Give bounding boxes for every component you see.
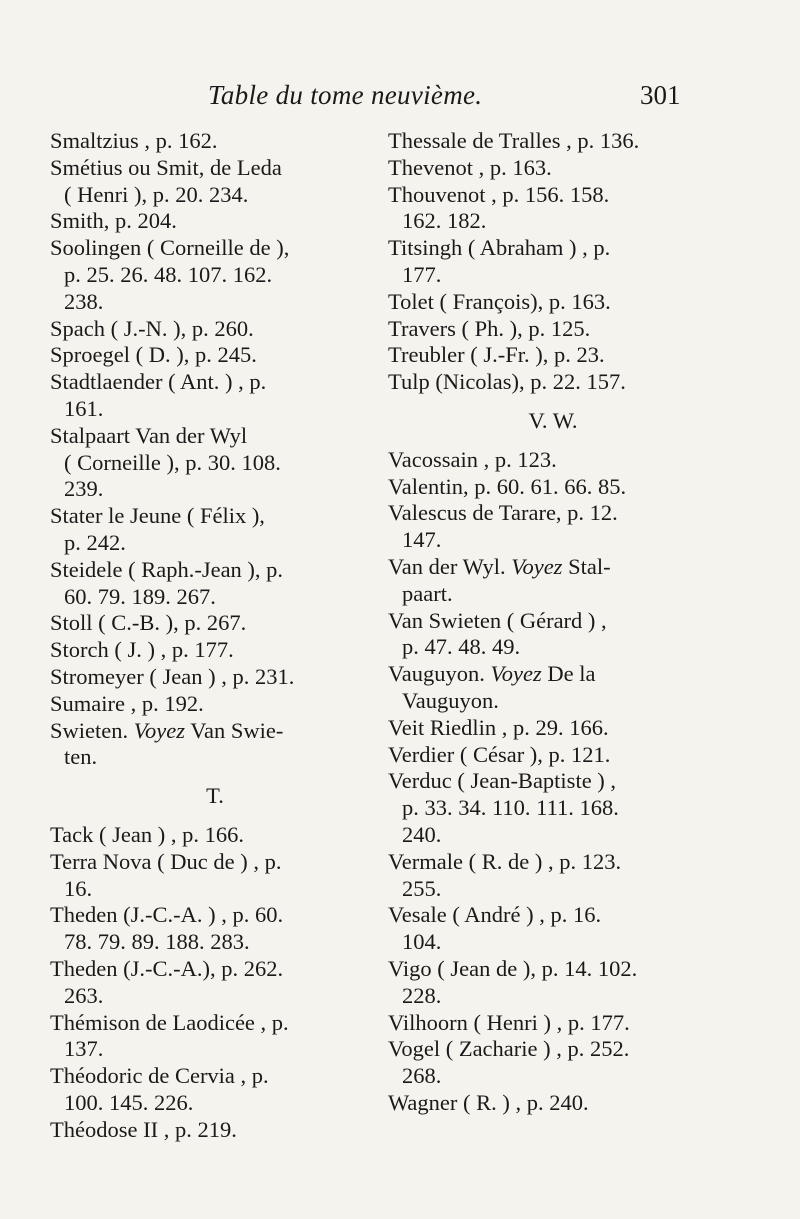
index-entry-line: 100. 145. 226. xyxy=(64,1089,194,1115)
section-heading: V. W. xyxy=(528,407,578,433)
index-entry-line: Smétius ou Smit, de Leda xyxy=(50,154,282,180)
index-entry-line: p. 47. 48. 49. xyxy=(402,634,521,660)
index-entry-line: Thessale de Tralles , p. 136. xyxy=(388,128,640,153)
index-column-left xyxy=(50,128,380,1143)
index-entry-line: 228. xyxy=(402,982,442,1008)
index-entry-line: Thevenot , p. 163. xyxy=(388,154,552,180)
page-number: 301 xyxy=(640,80,681,110)
index-entry-line: Vauguyon. xyxy=(402,687,499,713)
index-entry-line: Theden (J.-C.-A. ) , p. 60. xyxy=(50,902,284,928)
index-entry-line: Stater le Jeune ( Félix ), xyxy=(50,503,265,529)
index-entry-line: Vilhoorn ( Henri ) , p. 177. xyxy=(388,1009,630,1035)
index-entry-line: 240. xyxy=(402,821,442,847)
index-entry-line: 239. xyxy=(64,476,104,502)
index-entry-line: Théodose II , p. 219. xyxy=(50,1116,237,1142)
section-spacer xyxy=(50,771,380,783)
index-entry-line: Stromeyer ( Jean ) , p. 231. xyxy=(50,663,295,689)
index-entry-line: 147. xyxy=(402,527,442,553)
index-entry-line: Titsingh ( Abraham ) , p. xyxy=(388,235,611,261)
index-entry-line: Stadtlaender ( Ant. ) , p. xyxy=(50,369,267,395)
index-entry-line: Vauguyon. Voyez De la xyxy=(388,661,596,687)
index-entry-line: Tulp (Nicolas), p. 22. 157. xyxy=(388,369,626,395)
index-entry-line: 268. xyxy=(402,1063,442,1089)
index-entry-line: Vacossain , p. 123. xyxy=(388,446,557,472)
index-entry-line: ( Corneille ), p. 30. 108. xyxy=(64,449,281,475)
section-spacer xyxy=(50,810,380,822)
index-entry-line: Smith, p. 204. xyxy=(50,208,177,234)
index-entry-line: Treubler ( J.-Fr. ), p. 23. xyxy=(388,342,605,368)
index-entry-line: Vermale ( R. de ) , p. 123. xyxy=(388,848,622,874)
index-entry-line: Valentin, p. 60. 61. 66. 85. xyxy=(388,473,627,499)
index-entry-line: Tack ( Jean ) , p. 166. xyxy=(50,821,244,847)
index-entry-line: Thouvenot , p. 156. 158. xyxy=(388,181,610,207)
section-heading: T. xyxy=(206,783,224,809)
index-entry-line: Sproegel ( D. ), p. 245. xyxy=(50,342,257,368)
index-entry-line: Verdier ( César ), p. 121. xyxy=(388,741,611,767)
index-entry-line: p. 25. 26. 48. 107. 162. xyxy=(64,261,273,287)
index-entry-line: Verduc ( Jean-Baptiste ) , xyxy=(388,768,617,794)
index-entry-line: 60. 79. 189. 267. xyxy=(64,583,216,609)
index-entry-line: paart. xyxy=(402,580,453,606)
index-entry-line: Wagner ( R. ) , p. 240. xyxy=(388,1089,589,1115)
index-entry-line: Van Swieten ( Gérard ) , xyxy=(388,607,607,633)
index-entry-line: Sumaire , p. 192. xyxy=(50,690,204,716)
index-entry-line: 137. xyxy=(64,1036,104,1062)
index-entry-line: p. 242. xyxy=(64,529,126,555)
index-entry-line: Valescus de Tarare, p. 12. xyxy=(388,500,618,526)
index-entry-line: Tolet ( François), p. 163. xyxy=(388,288,611,314)
index-entry-line: Théodoric de Cervia , p. xyxy=(50,1063,269,1089)
section-spacer xyxy=(388,396,718,408)
index-entry-line: Vesale ( André ) , p. 16. xyxy=(388,902,602,928)
index-entry-line: 78. 79. 89. 188. 283. xyxy=(64,929,250,955)
page-header xyxy=(0,80,800,120)
index-entry-line: Storch ( J. ) , p. 177. xyxy=(50,637,234,663)
index-entry-line: 263. xyxy=(64,982,104,1008)
index-entry-line: 16. xyxy=(64,875,93,901)
index-entry-line: Van der Wyl. Voyez Stal- xyxy=(388,553,611,579)
index-entry-line: Veit Riedlin , p. 29. 166. xyxy=(388,714,609,740)
section-spacer xyxy=(388,435,718,447)
index-entry-line: 162. 182. xyxy=(402,208,487,234)
index-entry-line: Thémison de Laodicée , p. xyxy=(50,1009,289,1035)
index-entry-line: Vogel ( Zacharie ) , p. 252. xyxy=(388,1036,630,1062)
index-entry-line: Soolingen ( Corneille de ), xyxy=(50,235,290,261)
index-entry-line: 161. xyxy=(64,395,104,421)
index-entry-line: Stoll ( C.-B. ), p. 267. xyxy=(50,610,247,636)
running-title: Table du tome neuvième. xyxy=(208,80,483,110)
index-entry-line: 104. xyxy=(402,929,442,955)
index-entry-line: Swieten. Voyez Van Swie- xyxy=(50,717,284,743)
index-entry-line: Travers ( Ph. ), p. 125. xyxy=(388,315,591,341)
index-column-right xyxy=(388,128,718,1117)
index-entry-line: Theden (J.-C.-A.), p. 262. xyxy=(50,955,284,981)
index-entry-line: Vigo ( Jean de ), p. 14. 102. xyxy=(388,955,638,981)
index-entry-line: ten. xyxy=(64,744,98,770)
index-entry-line: 255. xyxy=(402,875,442,901)
index-entry-line: Smaltzius , p. 162. xyxy=(50,128,218,153)
index-entry-line: Spach ( J.-N. ), p. 260. xyxy=(50,315,254,341)
index-entry-line: 238. xyxy=(64,288,104,314)
index-entry-line: p. 33. 34. 110. 111. 168. xyxy=(402,795,619,821)
index-entry-line: Stalpaart Van der Wyl xyxy=(50,422,248,448)
index-entry-line: 177. xyxy=(402,261,442,287)
index-entry-line: ( Henri ), p. 20. 234. xyxy=(64,181,249,207)
index-entry-line: Terra Nova ( Duc de ) , p. xyxy=(50,848,282,874)
index-entry-line: Steidele ( Raph.-Jean ), p. xyxy=(50,556,284,582)
